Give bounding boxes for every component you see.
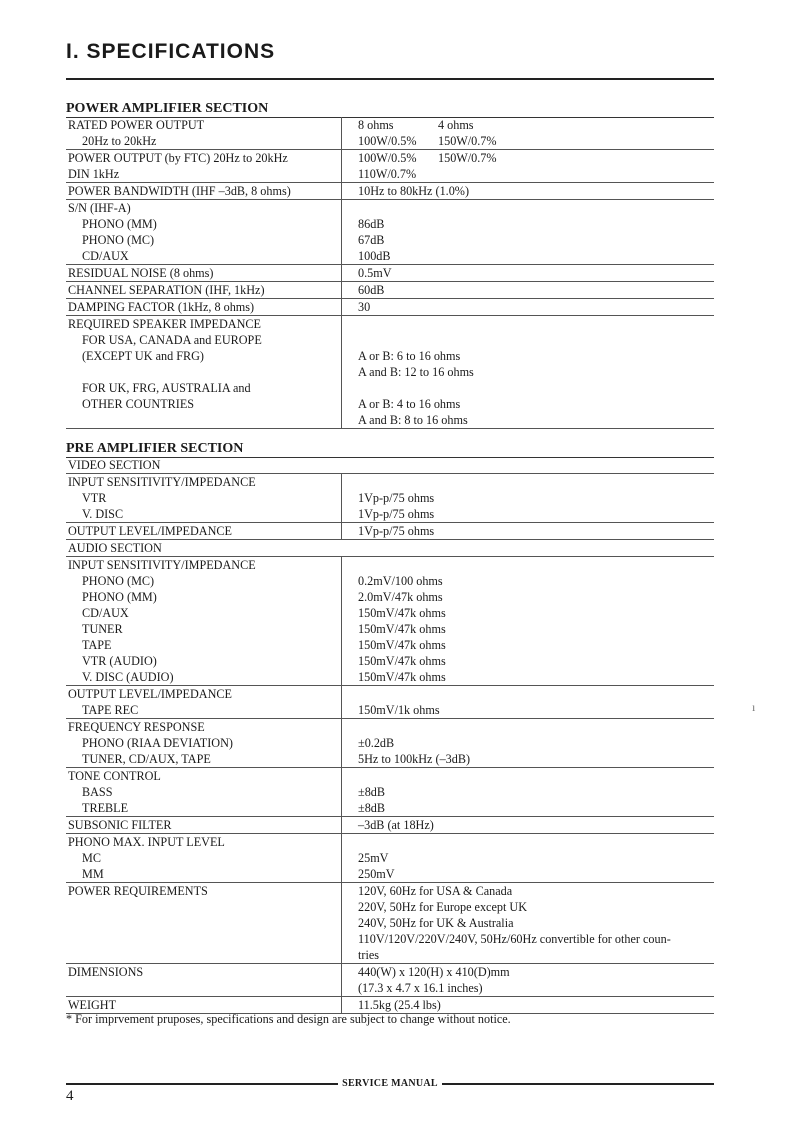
spec-label xyxy=(66,412,341,428)
spec-label: TUNER xyxy=(82,622,123,636)
spec-label-cell xyxy=(66,883,342,963)
spec-row xyxy=(66,883,714,964)
spec-value-cell xyxy=(342,282,714,298)
spec-label: MM xyxy=(82,867,104,881)
spec-value-cell xyxy=(342,883,714,963)
spec-value xyxy=(356,768,714,784)
spec-label: PHONO (MM) xyxy=(82,590,157,604)
spec-label: TUNER, CD/AUX, TAPE xyxy=(82,752,211,766)
spec-value-cell xyxy=(342,557,714,685)
spec-label: FOR USA, CANADA and EUROPE xyxy=(82,333,262,347)
spec-row xyxy=(66,474,714,523)
spec-label: RESIDUAL NOISE (8 ohms) xyxy=(68,266,214,280)
spec-value: 240V, 50Hz for UK & Australia xyxy=(358,916,514,930)
spec-value-pair xyxy=(356,117,714,133)
footer-rule-left xyxy=(66,1083,338,1085)
spec-value: 110V/120V/220V/240V, 50Hz/60Hz convertible for other coun- xyxy=(358,932,671,946)
spec-label: FREQUENCY RESPONSE xyxy=(68,720,205,734)
spec-value: 150mV/47k ohms xyxy=(358,606,446,620)
spec-label: CD/AUX xyxy=(82,249,129,263)
spec-label-cell xyxy=(66,997,342,1013)
spec-value: ±8dB xyxy=(358,801,386,815)
spec-value: 60dB xyxy=(358,283,385,297)
spec-value xyxy=(356,332,714,348)
spec-label-cell xyxy=(66,183,342,199)
spec-label-cell xyxy=(66,964,342,996)
spec-label: V. DISC xyxy=(82,507,124,521)
spec-value: 110W/0.7% xyxy=(358,167,417,181)
spec-label: V. DISC (AUDIO) xyxy=(82,670,174,684)
spec-label-cell xyxy=(66,540,342,556)
spec-value: 30 xyxy=(358,300,371,314)
spec-value: 100W/0.5% xyxy=(358,151,417,165)
spec-value-cell xyxy=(342,964,714,996)
spec-label: PHONO (MM) xyxy=(82,217,157,231)
spec-value-cell xyxy=(342,183,714,199)
title-rule xyxy=(66,78,714,80)
spec-label: TAPE xyxy=(82,638,112,652)
spec-label: (EXCEPT UK and FRG) xyxy=(82,349,204,363)
page-number: 4 xyxy=(66,1088,74,1104)
spec-value: 100dB xyxy=(358,249,391,263)
spec-label: TREBLE xyxy=(82,801,129,815)
spec-row xyxy=(66,768,714,817)
spec-value-cell xyxy=(342,150,714,182)
spec-label-cell xyxy=(66,316,342,428)
spec-value-cell xyxy=(342,817,714,833)
spec-label xyxy=(66,915,341,931)
spec-value: –3dB (at 18Hz) xyxy=(358,818,434,832)
spec-row xyxy=(66,150,714,183)
page-title: I. SPECIFICATIONS xyxy=(66,40,276,63)
spec-value xyxy=(356,457,714,473)
spec-row xyxy=(66,719,714,768)
spec-label: S/N (IHF-A) xyxy=(68,201,131,215)
spec-label: 20Hz to 20kHz xyxy=(82,134,157,148)
spec-value: 150W/0.7% xyxy=(438,134,497,148)
spec-label: DIMENSIONS xyxy=(68,965,144,979)
spec-label: VTR (AUDIO) xyxy=(82,654,157,668)
spec-label xyxy=(66,947,341,963)
spec-label xyxy=(66,899,341,915)
spec-value-pair xyxy=(356,133,714,149)
spec-row xyxy=(66,834,714,883)
stray-mark: ı xyxy=(752,700,756,714)
spec-value xyxy=(356,380,714,396)
spec-value-cell xyxy=(342,265,714,281)
spec-label: INPUT SENSITIVITY/IMPEDANCE xyxy=(68,558,256,572)
spec-value: ±0.2dB xyxy=(358,736,395,750)
spec-label: SUBSONIC FILTER xyxy=(68,818,172,832)
spec-value xyxy=(356,474,714,490)
spec-label: INPUT SENSITIVITY/IMPEDANCE xyxy=(68,475,256,489)
spec-value-cell xyxy=(342,316,714,428)
spec-label-cell xyxy=(66,282,342,298)
spec-table-power-amplifier xyxy=(66,117,714,429)
spec-value: 5Hz to 100kHz (–3dB) xyxy=(358,752,471,766)
spec-value-cell xyxy=(342,834,714,882)
spec-label: POWER REQUIREMENTS xyxy=(68,884,208,898)
spec-label: OTHER COUNTRIES xyxy=(82,397,195,411)
spec-row xyxy=(66,817,714,834)
spec-value: 100W/0.5% xyxy=(358,134,417,148)
spec-row xyxy=(66,117,714,150)
spec-value: 0.2mV/100 ohms xyxy=(358,574,443,588)
spec-label-cell xyxy=(66,834,342,882)
spec-value: 4 ohms xyxy=(438,118,474,132)
spec-label-cell xyxy=(66,265,342,281)
spec-label-cell xyxy=(66,768,342,816)
footer-rule-right xyxy=(442,1083,714,1085)
spec-value: 67dB xyxy=(358,233,385,247)
spec-label: FOR UK, FRG, AUSTRALIA and xyxy=(82,381,251,395)
spec-label-cell xyxy=(66,457,342,473)
spec-value xyxy=(356,686,714,702)
spec-label: VIDEO SECTION xyxy=(68,458,161,472)
spec-label: MC xyxy=(82,851,101,865)
spec-row xyxy=(66,457,714,474)
spec-value: 150mV/47k ohms xyxy=(358,622,446,636)
spec-value: 10Hz to 80kHz (1.0%) xyxy=(358,184,470,198)
footer-label: SERVICE MANUAL xyxy=(342,1078,438,1089)
spec-value: 150mV/47k ohms xyxy=(358,638,446,652)
spec-value xyxy=(356,834,714,850)
spec-row xyxy=(66,299,714,316)
spec-label: PHONO (MC) xyxy=(82,233,155,247)
spec-label: REQUIRED SPEAKER IMPEDANCE xyxy=(68,317,261,331)
spec-row xyxy=(66,316,714,429)
spec-row xyxy=(66,540,714,557)
spec-value-cell xyxy=(342,540,714,556)
spec-value-cell xyxy=(342,200,714,264)
spec-label-cell xyxy=(66,719,342,767)
spec-value: 0.5mV xyxy=(358,266,392,280)
spec-value xyxy=(356,316,714,332)
spec-value: A or B: 6 to 16 ohms xyxy=(358,349,461,363)
spec-value-pair xyxy=(356,150,714,166)
spec-label: POWER BANDWIDTH (IHF –3dB, 8 ohms) xyxy=(68,184,291,198)
spec-label: CHANNEL SEPARATION (IHF, 1kHz) xyxy=(68,283,265,297)
spec-value: 150W/0.7% xyxy=(438,151,497,165)
spec-value: 25mV xyxy=(358,851,389,865)
section-title-power-amplifier: POWER AMPLIFIER SECTION xyxy=(66,100,714,118)
spec-value: tries xyxy=(358,948,379,962)
spec-value: 220V, 50Hz for Europe except UK xyxy=(358,900,527,914)
spec-value-cell xyxy=(342,686,714,718)
spec-label: VTR xyxy=(82,491,107,505)
spec-label: BASS xyxy=(82,785,113,799)
spec-label: AUDIO SECTION xyxy=(68,541,162,555)
spec-value: 150mV/1k ohms xyxy=(358,703,440,717)
spec-value: A and B: 8 to 16 ohms xyxy=(358,413,468,427)
spec-row xyxy=(66,200,714,265)
spec-label: RATED POWER OUTPUT xyxy=(68,118,205,132)
spec-value: (17.3 x 4.7 x 16.1 inches) xyxy=(358,981,483,995)
spec-label: DAMPING FACTOR (1kHz, 8 ohms) xyxy=(68,300,255,314)
spec-value-cell xyxy=(342,997,714,1013)
spec-value: 8 ohms xyxy=(358,118,394,132)
spec-label-cell xyxy=(66,299,342,315)
spec-row xyxy=(66,964,714,997)
spec-value-cell xyxy=(342,457,714,473)
spec-label: OUTPUT LEVEL/IMPEDANCE xyxy=(68,524,232,538)
spec-label: TONE CONTROL xyxy=(68,769,161,783)
spec-label: PHONO (RIAA DEVIATION) xyxy=(82,736,233,750)
spec-label-cell xyxy=(66,523,342,539)
spec-label: DIN 1kHz xyxy=(68,167,120,181)
spec-value: A and B: 12 to 16 ohms xyxy=(358,365,474,379)
spec-value xyxy=(356,200,714,216)
spec-label: CD/AUX xyxy=(82,606,129,620)
spec-label-cell xyxy=(66,817,342,833)
spec-label: OUTPUT LEVEL/IMPEDANCE xyxy=(68,687,232,701)
spec-value: 150mV/47k ohms xyxy=(358,654,446,668)
spec-row xyxy=(66,686,714,719)
spec-label xyxy=(66,364,341,380)
spec-value: 11.5kg (25.4 lbs) xyxy=(358,998,441,1012)
spec-value: ±8dB xyxy=(358,785,386,799)
footnote: * For imprvement pruposes, specifications and design are subject to change without notice. xyxy=(66,1012,511,1026)
spec-value: 440(W) x 120(H) x 410(D)mm xyxy=(358,965,510,979)
spec-value xyxy=(356,540,714,556)
spec-value-cell xyxy=(342,299,714,315)
spec-row xyxy=(66,557,714,686)
spec-label: PHONO MAX. INPUT LEVEL xyxy=(68,835,225,849)
spec-row xyxy=(66,282,714,299)
spec-value: 150mV/47k ohms xyxy=(358,670,446,684)
spec-value-cell xyxy=(342,768,714,816)
spec-label: WEIGHT xyxy=(68,998,117,1012)
spec-value: 2.0mV/47k ohms xyxy=(358,590,443,604)
spec-value: 120V, 60Hz for USA & Canada xyxy=(358,884,513,898)
spec-label: PHONO (MC) xyxy=(82,574,155,588)
spec-value xyxy=(356,557,714,573)
spec-value-cell xyxy=(342,523,714,539)
spec-value xyxy=(356,719,714,735)
spec-label-cell xyxy=(66,557,342,685)
spec-label-cell xyxy=(66,150,342,182)
spec-value: 1Vp-p/75 ohms xyxy=(358,507,435,521)
spec-label xyxy=(66,980,341,996)
spec-value: 250mV xyxy=(358,867,395,881)
spec-table-pre-amplifier xyxy=(66,457,714,1014)
spec-value: A or B: 4 to 16 ohms xyxy=(358,397,461,411)
spec-row xyxy=(66,265,714,282)
spec-label: TAPE REC xyxy=(82,703,139,717)
section-title-pre-amplifier: PRE AMPLIFIER SECTION xyxy=(66,440,714,458)
spec-label-cell xyxy=(66,474,342,522)
spec-value: 86dB xyxy=(358,217,385,231)
spec-label-cell xyxy=(66,686,342,718)
spec-row xyxy=(66,523,714,540)
spec-value-cell xyxy=(342,719,714,767)
spec-label xyxy=(66,931,341,947)
spec-label-cell xyxy=(66,117,342,149)
spec-row xyxy=(66,183,714,200)
page-footer xyxy=(66,1078,714,1089)
spec-value-cell xyxy=(342,474,714,522)
spec-value-cell xyxy=(342,117,714,149)
spec-label: POWER OUTPUT (by FTC) 20Hz to 20kHz xyxy=(68,151,288,165)
spec-label-cell xyxy=(66,200,342,264)
spec-value: 1Vp-p/75 ohms xyxy=(358,491,435,505)
spec-value: 1Vp-p/75 ohms xyxy=(358,524,435,538)
